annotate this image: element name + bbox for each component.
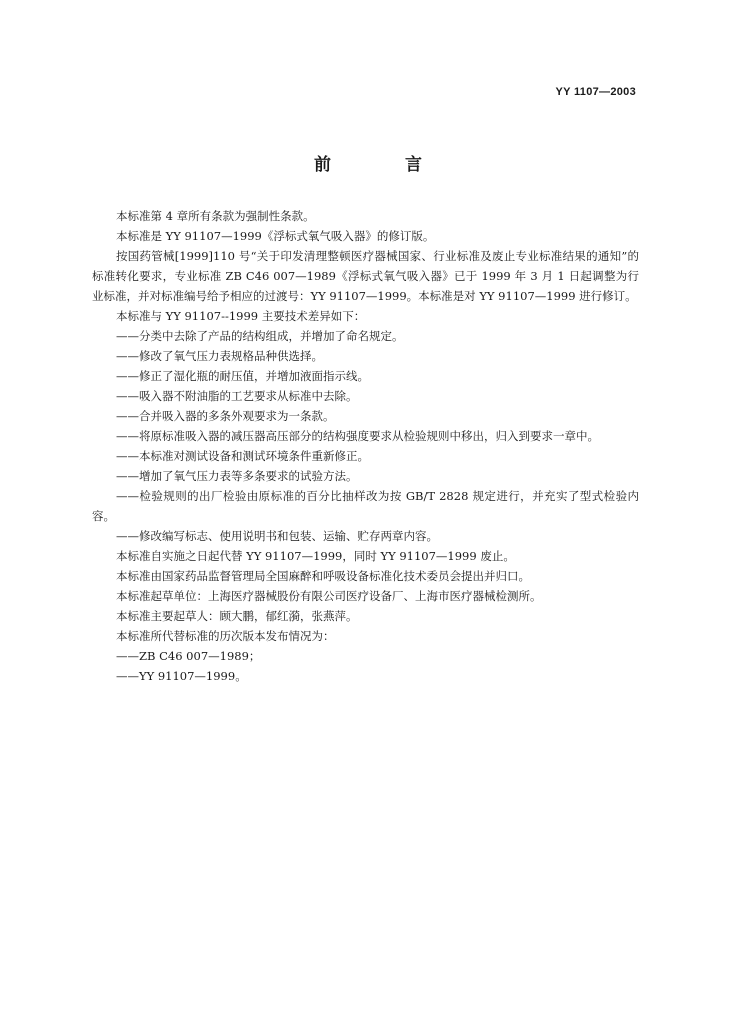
- list-item: ——吸入器不附油脂的工艺要求从标准中去除。: [116, 389, 358, 403]
- list-item: ——修正了湿化瓶的耐压值，并增加液面指示线。: [116, 369, 369, 383]
- foreword-body: [92, 206, 639, 686]
- paragraph: 本标准主要起草人：顾大鹏，郁红漪，张燕萍。: [116, 609, 358, 623]
- list-item: ——YY 91107—1999。: [116, 669, 247, 683]
- paragraph: 本标准由国家药品监督管理局全国麻醉和呼吸设备标准化技术委员会提出并归口。: [116, 569, 530, 583]
- list-item: ——分类中去除了产品的结构组成，并增加了命名规定。: [116, 329, 404, 343]
- list-item: ——ZB C46 007—1989；: [116, 649, 261, 663]
- paragraph: 本标准与 YY 91107--1999 主要技术差异如下：: [116, 309, 366, 323]
- list-item: ——将原标准吸入器的减压器高压部分的结构强度要求从检验规则中移出，归入到要求一章中。: [116, 429, 599, 443]
- list-item: ——修改了氧气压力表规格品种供选择。: [116, 349, 323, 363]
- paragraph: 本标准自实施之日起代替 YY 91107—1999，同时 YY 91107—1999 废止。: [116, 549, 515, 563]
- paragraph: 本标准所代替标准的历次版本发布情况为：: [116, 629, 335, 643]
- page-title: 前 言: [314, 155, 456, 175]
- paragraph: 本标准第 4 章所有条款为强制性条款。: [116, 209, 315, 223]
- paragraph: 本标准起草单位：上海医疗器械股份有限公司医疗设备厂、上海市医疗器械检测所。: [116, 589, 542, 603]
- list-item: ——增加了氧气压力表等多条要求的试验方法。: [116, 469, 358, 483]
- paragraph: 本标准是 YY 91107—1999《浮标式氧气吸入器》的修订版。: [116, 229, 435, 243]
- list-item: ——合并吸入器的多条外观要求为一条款。: [116, 409, 335, 423]
- standard-code: YY 1107—2003: [555, 86, 636, 98]
- paragraph: 按国药管械[1999]110 号“关于印发清理整顿医疗器械国家、行业标准及废止专业标准结果的通知”的标准转化要求，专业标准 ZB C46 007—1989《浮标式氧气吸入器》已于 1999 年 3 月 1 日起调整为行业标准，并对标准编号给予相应的过渡号：YY 91107—1999。本标准是对 YY 91107—1999 进行修订。: [92, 249, 639, 303]
- list-item: ——修改编写标志、使用说明书和包装、运输、贮存两章内容。: [116, 529, 438, 543]
- list-item: ——检验规则的出厂检验由原标准的百分比抽样改为按 GB/T 2828 规定进行，并充实了型式检验内容。: [92, 489, 639, 523]
- list-item: ——本标准对测试设备和测试环境条件重新修正。: [116, 449, 369, 463]
